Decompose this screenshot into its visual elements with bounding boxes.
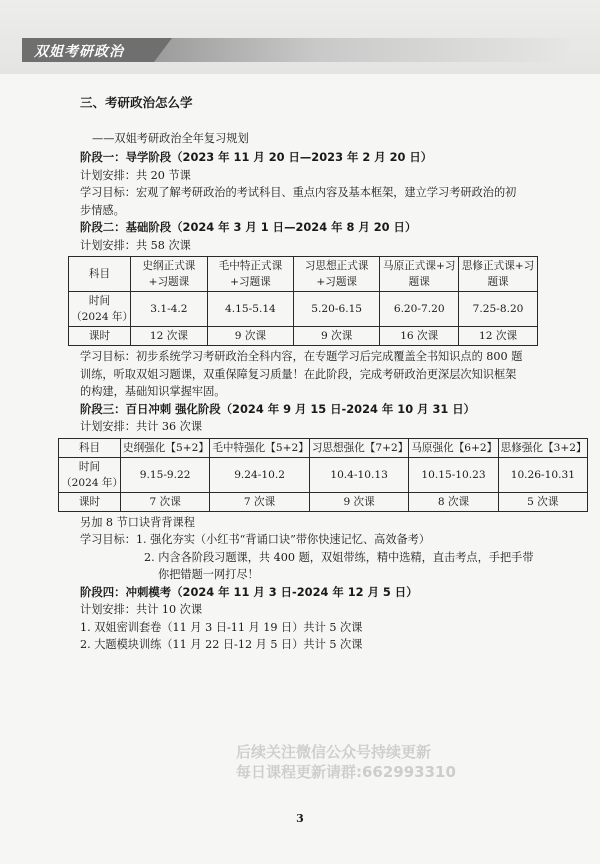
table-cell: 史纲强化【5+2】 [121, 438, 210, 457]
header-band [0, 0, 600, 74]
stage2-goal-line1: 学习目标：初步系统学习考研政治全科内容，在专题学习后完成覆盖全书知识点的 800 题 [80, 350, 523, 363]
table-cell: 9 次课 [294, 327, 380, 346]
stage3-extra: 另加 8 节口诀背背课程 [80, 515, 195, 529]
table-cell: 7.25-8.20 [459, 292, 538, 327]
stage2-title: 阶段二：基础阶段（2024 年 3 月 1 日—2024 年 8 月 20 日） [80, 220, 417, 234]
watermark-line1: 后续关注微信公众号持续更新 [236, 743, 432, 761]
table-header-cell: 科目 [69, 257, 131, 292]
watermark-line2: 每日课程更新请群:662993310 [236, 763, 456, 781]
table-row [59, 457, 588, 492]
stage3-title: 阶段三：百日冲刺 强化阶段（2024 年 9 月 15 日-2024 年 10 月 31 日） [80, 401, 476, 416]
table-cell: 习思想强化【7+2】 [309, 438, 409, 457]
stage4-title: 阶段四：冲刺模考（2024 年 11 月 3 日-2024 年 12 月 5 日） [80, 584, 418, 599]
table-header-cell: 时间（2024 年） [69, 292, 131, 327]
table-cell: 9 次课 [207, 327, 293, 346]
stage3-goal-2b: 你把错题一网打尽！ [158, 568, 259, 581]
table-cell: 8 次课 [409, 492, 498, 511]
table-cell: 7 次课 [210, 492, 310, 511]
table-header-cell: 科目 [59, 438, 121, 457]
stage2-goal-line3: 的构建，基础知识掌握牢固。 [80, 385, 226, 398]
stage4-item1: 1. 双姐密训套卷（11 月 3 日-11 月 19 日）共计 5 次课 [80, 620, 363, 634]
table-cell: 9 次课 [309, 492, 409, 511]
table-cell: 6.20-7.20 [380, 292, 459, 327]
table-cell: 马原强化【6+2】 [409, 438, 498, 457]
watermark [236, 742, 496, 782]
table-cell: 9.24-10.2 [210, 457, 310, 492]
stage2-goal-line2: 训练，听取双姐习题课，双重保障复习质量！在此阶段，完成考研政治更深层次知识框架 [80, 367, 517, 381]
table-row [59, 438, 588, 457]
table-cell: 5.20-6.15 [294, 292, 380, 327]
table-cell: 4.15-5.14 [207, 292, 293, 327]
stage1-plan: 计划安排：共 20 节课 [80, 168, 191, 182]
table-cell: 7 次课 [121, 492, 210, 511]
table-cell: 12 次课 [131, 327, 208, 346]
stage2-table [68, 256, 538, 346]
stage1-title: 阶段一：导学阶段（2023 年 11 月 20 日—2023 年 2 月 20 日） [80, 150, 433, 164]
table-cell: 10.4-10.13 [309, 457, 409, 492]
table-header-cell: 课时 [69, 327, 131, 346]
stage1-goal-line1: 学习目标：宏观了解考研政治的考试科目、重点内容及基本框架，建立学习考研政治的初 [80, 186, 517, 199]
stage3-table [58, 438, 588, 512]
stage4-plan: 计划安排：共计 10 次课 [80, 603, 203, 616]
table-cell: 马原正式课+习题课 [380, 257, 459, 292]
table-cell: 12 次课 [459, 327, 538, 346]
table-cell: 思修强化【3+2】 [498, 438, 587, 457]
table-row [59, 492, 588, 511]
table-row [69, 292, 538, 327]
table-cell: 9.15-9.22 [121, 457, 210, 492]
table-cell: 思修正式课+习题课 [459, 257, 538, 292]
plan-subtitle: ——双姐考研政治全年复习规划 [92, 131, 249, 145]
table-header-cell: 课时 [59, 492, 121, 511]
table-cell: 毛中特强化【5+2】 [210, 438, 310, 457]
table-header-cell: 时间（2024 年） [59, 457, 121, 492]
table-cell: 3.1-4.2 [131, 292, 208, 327]
table-cell: 10.26-10.31 [498, 457, 587, 492]
table-row [69, 257, 538, 292]
table-cell: 毛中特正式课+习题课 [207, 257, 293, 292]
stage2-plan: 计划安排：共 58 次课 [80, 238, 191, 252]
header-decoration [150, 38, 570, 62]
table-cell: 史纲正式课+习题课 [131, 257, 208, 292]
stage4-item2: 2. 大题模块训练（11 月 22 日-12 月 5 日）共计 5 次课 [80, 638, 363, 651]
table-cell: 5 次课 [498, 492, 587, 511]
stage1-goal-line2: 步情感。 [80, 203, 125, 217]
page-content [61, 94, 587, 654]
table-row [69, 327, 538, 346]
page-number: 3 [296, 812, 304, 825]
table-cell: 10.15-10.23 [409, 457, 498, 492]
stage3-goal-2a: 2. 内含各阶段习题课，共 400 题，双姐带练，精中选精，直击考点，手把手带 [144, 550, 534, 564]
stage3-goal-1: 学习目标：1. 强化夯实（小红书“背诵口诀”带你快速记忆、高效备考） [80, 533, 431, 546]
section-title: 三、考研政治怎么学 [80, 95, 193, 110]
table-cell: 16 次课 [380, 327, 459, 346]
table-cell: 习思想正式课+习题课 [294, 257, 380, 292]
stage3-plan: 计划安排：共计 36 次课 [80, 420, 203, 433]
header-title: 双姐考研政治 [34, 44, 124, 60]
